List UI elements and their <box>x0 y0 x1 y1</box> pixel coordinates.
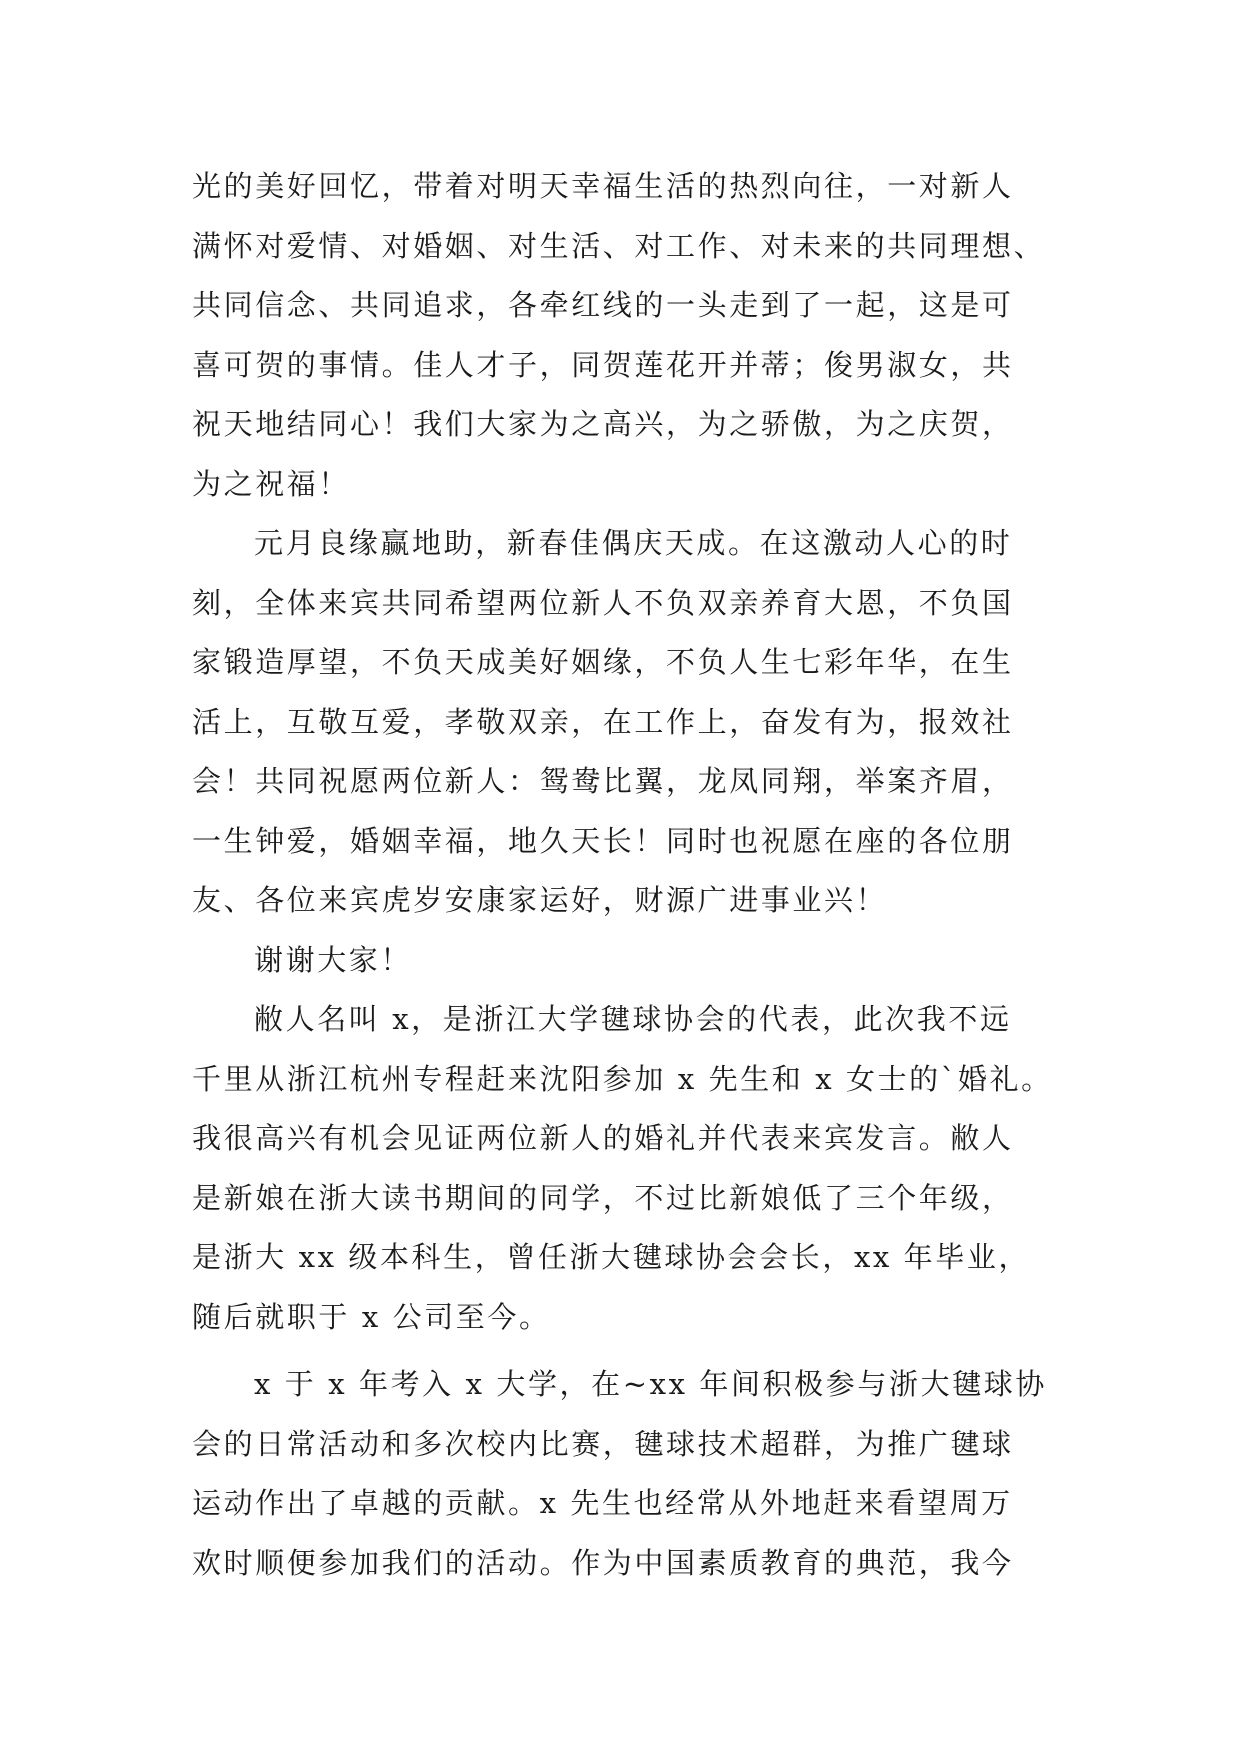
paragraph <box>192 157 1062 514</box>
paragraph <box>192 990 1062 1347</box>
text-line: 活上，互敬互爱，孝敬双亲，在工作上，奋发有为，报效社 <box>192 704 1014 739</box>
text-line: 共同信念、共同追求，各牵红线的一头走到了一起，这是可 <box>192 288 1014 322</box>
text-line: 是新娘在浙大读书期间的同学，不过比新娘低了三个年级， <box>192 1180 1014 1215</box>
text-line: x 于 x 年考入 x 大学，在~xx 年间积极参与浙大毽球协 <box>254 1367 1047 1401</box>
text-line: 是浙大 xx 级本科生，曾任浙大毽球协会会长，xx 年毕业， <box>192 1240 1031 1274</box>
paragraph <box>192 1355 1062 1593</box>
text-line: 千里从浙江杭州专程赶来沈阳参加 x 先生和 x 女士的`婚礼。 <box>192 1061 1053 1096</box>
text-line: 欢时顺便参加我们的活动。作为中国素质教育的典范，我今 <box>192 1545 1014 1580</box>
paragraph-spacing <box>192 1347 1062 1355</box>
paragraph <box>192 931 1062 991</box>
text-line: 为之祝福！ <box>192 466 351 501</box>
paragraph <box>192 514 1062 931</box>
text-line: 光的美好回忆，带着对明天幸福生活的热烈向往，一对新人 <box>192 169 1014 203</box>
text-line: 随后就职于 x 公司至今。 <box>192 1299 551 1334</box>
text-line: 友、各位来宾虎岁安康家运好，财源广进事业兴！ <box>192 883 888 917</box>
text-line: 运动作出了卓越的贡献。x 先生也经常从外地赶来看望周万 <box>192 1486 1013 1520</box>
document-body <box>192 157 1062 1593</box>
text-line: 满怀对爱情、对婚姻、对生活、对工作、对未来的共同理想、 <box>192 228 1046 263</box>
text-line: 喜可贺的事情。佳人才子，同贺莲花开并蒂；俊男淑女，共 <box>192 347 1014 382</box>
text-line: 刻，全体来宾共同希望两位新人不负双亲养育大恩，不负国 <box>192 585 1014 620</box>
text-line: 家锻造厚望，不负天成美好姻缘，不负人生七彩年华，在生 <box>192 645 1014 679</box>
text-line: 谢谢大家！ <box>254 942 413 977</box>
text-line: 祝天地结同心！我们大家为之高兴，为之骄傲，为之庆贺， <box>192 407 1014 441</box>
text-line: 敝人名叫 x，是浙江大学毽球协会的代表，此次我不远 <box>254 1002 1012 1036</box>
text-line: 一生钟爱，婚姻幸福，地久天长！同时也祝愿在座的各位朋 <box>192 823 1014 858</box>
text-line: 会！共同祝愿两位新人：鸳鸯比翼，龙凤同翔，举案齐眉， <box>192 764 1014 798</box>
text-line: 会的日常活动和多次校内比赛，毽球技术超群，为推广毽球 <box>192 1426 1014 1461</box>
text-line: 元月良缘赢地助，新春佳偶庆天成。在这激动人心的时 <box>254 526 1013 560</box>
text-line: 我很高兴有机会见证两位新人的婚礼并代表来宾发言。敝人 <box>192 1121 1014 1155</box>
